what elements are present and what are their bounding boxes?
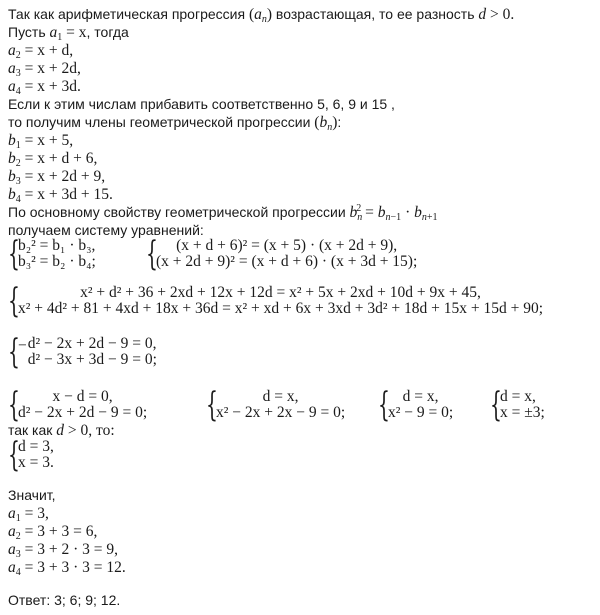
intro-text: Так как арифметическая прогрессия xyxy=(8,6,249,22)
b-term: $b_4 = x + 3d + 15$. xyxy=(8,186,113,205)
a-term: $a_2 = x + d$, xyxy=(8,42,74,61)
system-2 xyxy=(146,234,418,274)
system-8 xyxy=(490,385,545,425)
therefore-text: Значит, xyxy=(8,487,56,503)
sequence-b-notation: $(b_n)$ xyxy=(314,114,338,133)
since-text: так как xyxy=(8,422,57,438)
geo-line xyxy=(8,114,341,131)
equation: d = x, xyxy=(500,388,536,405)
equation: b₃² = b₂ · b₄; xyxy=(18,253,96,270)
equation: (x + 2d + 9)² = (x + d + 6) · (x + 3d + 15); xyxy=(156,253,418,270)
then-text: , тогда xyxy=(86,24,129,40)
equation: d = x, xyxy=(402,388,439,405)
property-formula: $b_n^2 = b_{n-1} \cdot b_{n+1}$ xyxy=(349,203,438,223)
var-d: d xyxy=(56,422,65,439)
system-4 xyxy=(8,332,157,372)
intro-text-mid: возрастающая, то ее разность xyxy=(272,6,479,22)
result-term: $a_3 = 3 + 2 \cdot 3 = 9$, xyxy=(8,541,119,560)
since-line xyxy=(8,422,115,439)
brace-icon: { xyxy=(8,332,20,372)
b-term: $b_2 = x + d + 6$, xyxy=(8,150,98,169)
geo-colon: : xyxy=(337,114,342,130)
intro-text-end: > 0. xyxy=(486,6,515,23)
brace-icon: { xyxy=(146,234,158,274)
equation: x − d = 0, xyxy=(52,388,113,405)
result-term: $a_4 = 3 + 3 \cdot 3 = 12$. xyxy=(8,559,126,578)
equation: x² + d² + 36 + 2xd + 12x + 12d = x² + 5x + 2xd + 10d + 9x + 45, xyxy=(80,284,481,301)
brace-icon: { xyxy=(8,281,20,321)
brace-icon: { xyxy=(8,234,20,274)
system-1 xyxy=(8,234,96,274)
let-line xyxy=(8,24,129,41)
system-text: получаем систему уравнений: xyxy=(8,222,204,238)
system-7 xyxy=(378,385,454,425)
brace-icon: { xyxy=(490,385,502,425)
system-5 xyxy=(8,385,148,425)
a-term: $a_3 = x + 2d$, xyxy=(8,60,81,79)
equation: d = x, xyxy=(262,388,299,405)
intro-line xyxy=(8,6,514,23)
property-line xyxy=(8,204,438,221)
equation: d² − 3x + 3d − 9 = 0; xyxy=(27,351,157,368)
equation: d = 3, xyxy=(18,438,54,455)
answer: Ответ: 3; 6; 9; 12. xyxy=(8,592,121,608)
b-term: $b_1 = x + 5$, xyxy=(8,132,74,151)
a1-def: $a_1 = x$ xyxy=(49,24,87,43)
equation: x² − 2x + 2x − 9 = 0; xyxy=(216,404,346,421)
minus-sign: − xyxy=(18,337,27,354)
brace-icon: { xyxy=(8,435,20,475)
system-3 xyxy=(8,281,544,321)
equation: x² + 4d² + 81 + 4xd + 18x + 36d = x² + xd + 6x + 3xd + 3d² + 18d + 15x + 15d + 90; xyxy=(18,300,544,317)
sequence-a-notation: $(a_n)$ xyxy=(248,6,273,25)
b-term: $b_3 = x + 2d + 9$, xyxy=(8,168,106,187)
equation: b₂² = b₁ · b₃, xyxy=(18,237,96,254)
equation: (x + d + 6)² = (x + 5) · (x + 2d + 9), xyxy=(176,237,398,254)
system-9 xyxy=(8,435,54,475)
let-text: Пусть xyxy=(8,24,50,40)
equation: x = 3. xyxy=(18,454,54,471)
equation: d² − 2x + 2d − 9 = 0; xyxy=(18,404,148,421)
equation: x² − 9 = 0; xyxy=(388,404,454,421)
a-term: $a_4 = x + 3d$. xyxy=(8,78,81,97)
brace-icon: { xyxy=(378,385,390,425)
geo-text: то получим члены геометрической прогрессии xyxy=(8,114,315,130)
equation: d² − 2x + 2d − 9 = 0, xyxy=(27,335,157,352)
since-text-end: > 0, то: xyxy=(64,422,115,439)
property-text: По основному свойству геометрической прогрессии xyxy=(8,204,350,220)
result-term: $a_2 = 3 + 3 = 6$, xyxy=(8,523,98,542)
system-6 xyxy=(206,385,346,425)
brace-icon: { xyxy=(206,385,218,425)
brace-icon: { xyxy=(8,385,20,425)
equation: x = ±3; xyxy=(500,404,545,421)
add-text: Если к этим числам прибавить соответственно 5, 6, 9 и 15 , xyxy=(8,96,395,112)
result-term: $a_1 = 3$, xyxy=(8,505,49,524)
var-d: d xyxy=(478,6,487,23)
